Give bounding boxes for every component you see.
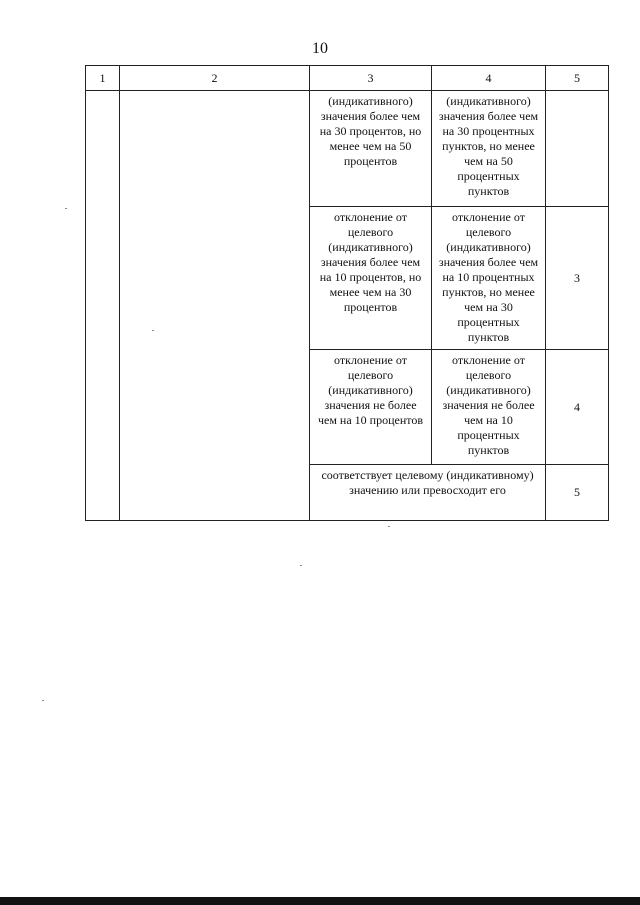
- assessment-table: [85, 65, 609, 521]
- row3-col4: отклонение от целевого (индикативного) значения не более чем на 10 процентных пунктов: [432, 350, 546, 465]
- header-cell-5: 5: [546, 66, 609, 91]
- scan-bottom-edge: [0, 897, 640, 905]
- row1-col5: [546, 91, 609, 207]
- header-cell-1: 1: [86, 66, 120, 91]
- row3-col3: отклонение от целевого (индикативного) значения не более чем на 10 процентов: [310, 350, 432, 465]
- col2-cell: [120, 91, 310, 521]
- header-cell-3: 3: [310, 66, 432, 91]
- row1-col4: (индикативного) значения более чем на 30 процентных пунктов, но менее чем на 50 процентных пунктов: [432, 91, 546, 207]
- row2-col4: отклонение от целевого (индикативного) значения более чем на 10 процентных пунктов, но менее чем на 30 процентных пунктов: [432, 207, 546, 350]
- row4-col5: 5: [546, 465, 609, 521]
- scan-speck: [152, 330, 154, 331]
- table-row: [86, 91, 609, 207]
- row4-merged-col3-col4: соответствует целевому (индикативному) значению или превосходит его: [310, 465, 546, 521]
- row1-col3: (индикативного) значения более чем на 30 процентов, но менее чем на 50 процентов: [310, 91, 432, 207]
- header-cell-4: 4: [432, 66, 546, 91]
- row3-col5: 4: [546, 350, 609, 465]
- header-cell-2: 2: [120, 66, 310, 91]
- scan-speck: [65, 208, 67, 209]
- table-header-row: [86, 66, 609, 91]
- page-number: 10: [312, 40, 328, 57]
- col1-cell: [86, 91, 120, 521]
- scan-speck: [42, 700, 44, 701]
- scan-speck: [300, 565, 302, 566]
- scan-speck: [388, 526, 390, 527]
- row2-col5: 3: [546, 207, 609, 350]
- row2-col3: отклонение от целевого (индикативного) значения более чем на 10 процентов, но менее чем на 30 процентов: [310, 207, 432, 350]
